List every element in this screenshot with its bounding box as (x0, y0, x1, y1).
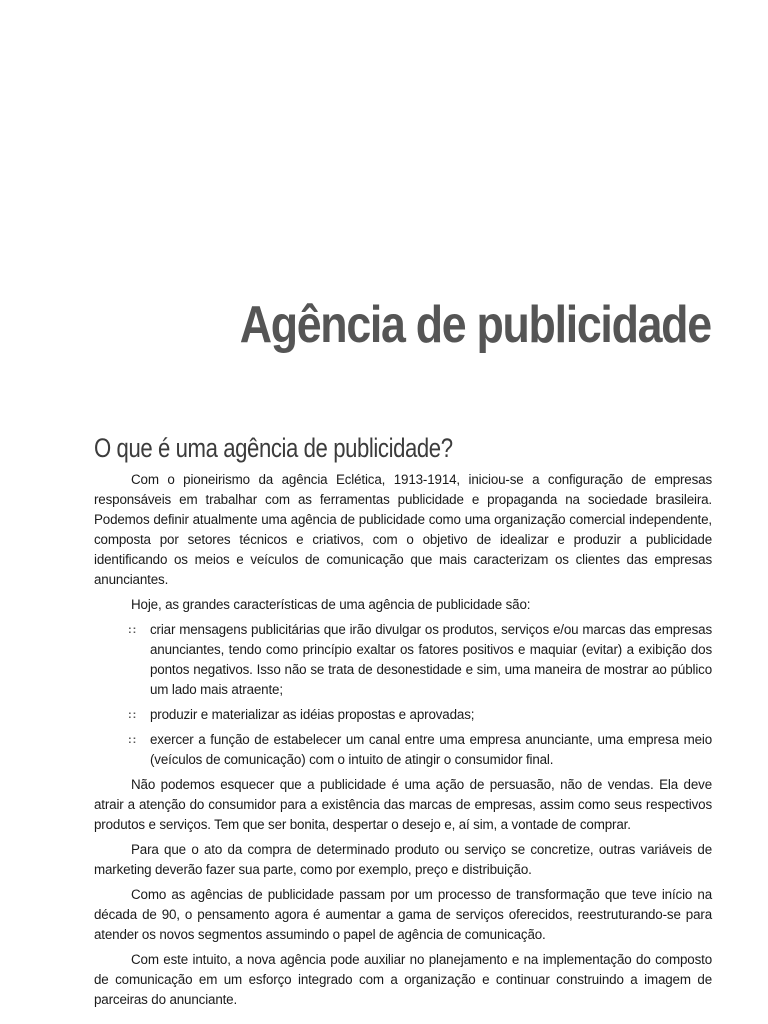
bullet-marker: :: (128, 624, 138, 636)
list-item (94, 620, 712, 700)
page-content (94, 430, 712, 1015)
bullet-marker: :: (128, 709, 138, 721)
list-item-text: exercer a função de estabelecer um canal entre uma empresa anunciante, uma empresa meio (veículos de comunicação) com o intuito de atingir o consumidor final. (150, 732, 712, 767)
list-item-text: criar mensagens publicitárias que irão divulgar os produtos, serviços e/ou marcas das empresas anunciantes, tendo como princípio exaltar os fatores positivos e maquiar (evitar) a exibição dos pontos negativos. Isso não se trata de desonestidade e sim, uma maneira de mostrar ao público um lado mais atraente; (150, 622, 712, 697)
bullet-marker: :: (128, 734, 138, 746)
section-title: O que é uma agência de publicidade? (94, 433, 453, 463)
chapter-title: Agência de publicidade (239, 296, 711, 354)
paragraph: Não podemos esquecer que a publicidade é uma ação de persuasão, não de vendas. Ela deve atrair a atenção do consumidor para a existência das marcas de empresas, assim como seus respectivos produtos e serviços. Tem que ser bonita, despertar o desejo e, aí sim, a vontade de comprar. (94, 777, 712, 832)
characteristics-list (94, 620, 712, 770)
list-item (94, 705, 712, 725)
paragraph: Como as agências de publicidade passam por um processo de transformação que teve início na década de 90, o pensamento agora é aumentar a gama de serviços oferecidos, reestruturando-se para atender os novos segmentos assumindo o papel de agência de comunicação. (94, 887, 712, 942)
list-item (94, 730, 712, 770)
paragraph: Hoje, as grandes características de uma agência de publicidade são: (131, 597, 531, 612)
paragraph: Com o pioneirismo da agência Eclética, 1913-1914, iniciou-se a configuração de empresas responsáveis em trabalhar com as ferramentas publicidade e propaganda na sociedade brasileira. Podemos definir atualmente uma agência de publicidade como uma organização comercial independente, composta por setores técnicos e criativos, com o objetivo de idealizar e produzir a publicidade identificando os meios e veículos de comunicação que mais caracterizam os clientes das empresas anunciantes. (94, 472, 712, 587)
paragraph: Com este intuito, a nova agência pode auxiliar no planejamento e na implementação do composto de comunicação em um esforço integrado com a organização e continuar construindo a imagem de parceiras do anunciante. (94, 952, 712, 1007)
paragraph: Para que o ato da compra de determinado produto ou serviço se concretize, outras variáveis de marketing deverão fazer sua parte, como por exemplo, preço e distribuição. (94, 842, 712, 877)
list-item-text: produzir e materializar as idéias propostas e aprovadas; (150, 707, 475, 722)
